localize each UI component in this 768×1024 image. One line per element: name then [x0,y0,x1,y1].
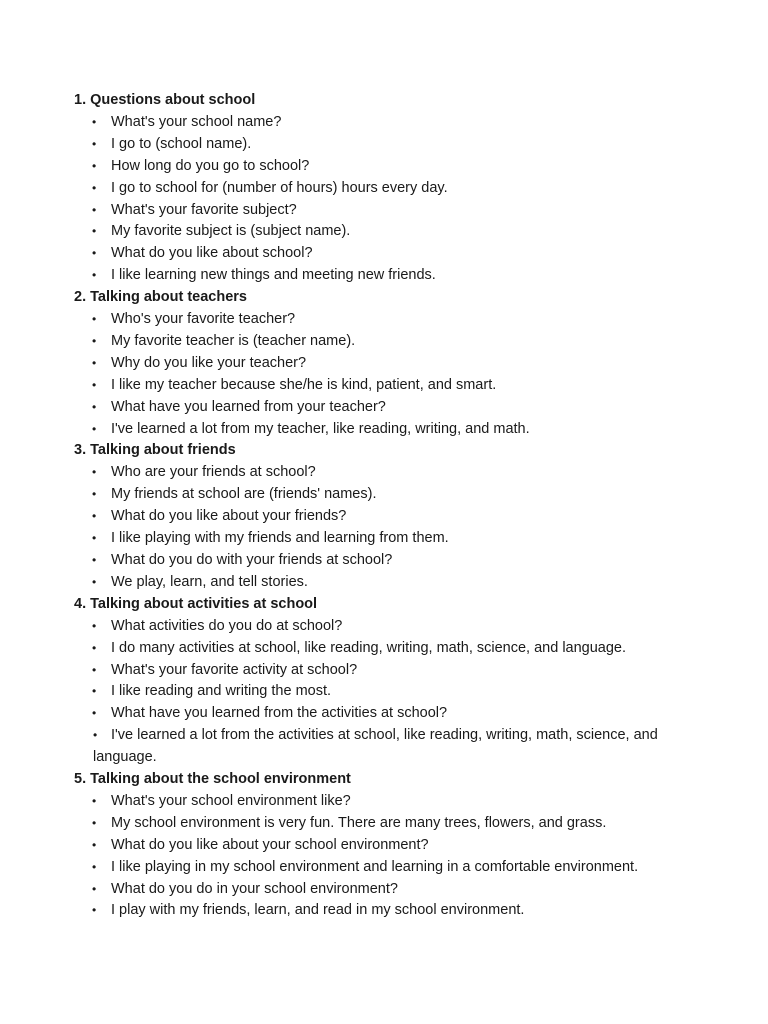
bullet-icon: • [92,246,97,261]
list-item-text: I go to (school name). [111,135,252,152]
bullet-icon: • [92,224,97,239]
list-item-text: What have you learned from the activities at school? [111,705,448,722]
list-item-text: What's your favorite activity at school? [111,661,358,678]
list-item [74,660,694,682]
list-item [74,813,694,835]
list-item [74,134,694,156]
bullet-icon: • [92,684,97,699]
list-item [74,835,694,857]
list-item [74,725,694,769]
bullet-icon: • [92,662,97,677]
list-item [74,419,694,441]
bullet-list [74,462,694,593]
bullet-list [74,791,694,922]
bullet-icon: • [92,531,97,546]
bullet-icon: • [92,136,97,151]
list-item-text: I like playing in my school environment and learning in a comfortable environment. [111,858,639,875]
bullet-icon: • [92,706,97,721]
section-3 [74,440,694,593]
list-item [74,353,694,375]
bullet-icon: • [92,509,97,524]
list-item-text: What activities do you do at school? [111,617,343,634]
bullet-icon: • [92,552,97,567]
list-item [74,462,694,484]
list-item [74,221,694,243]
list-item-text: I like my teacher because she/he is kind, patient, and smart. [111,376,497,393]
list-item-text: What's your school environment like? [111,792,351,809]
section-heading: 4. Talking about activities at school [74,595,318,612]
list-item-text: My friends at school are (friends' names). [111,486,377,503]
list-item-text: Who's your favorite teacher? [111,311,296,328]
list-item-text: I do many activities at school, like reading, writing, math, science, and language. [111,639,627,656]
section-heading: 3. Talking about friends [74,442,236,459]
list-item-text: I go to school for (number of hours) hours every day. [111,179,448,196]
bullet-list [74,112,694,287]
list-item-text: Who are your friends at school? [111,464,316,481]
bullet-icon: • [92,180,97,195]
list-item-text: What's your favorite subject? [111,201,297,218]
bullet-icon: • [92,355,97,370]
list-item [74,178,694,200]
list-item [74,506,694,528]
list-item-text: I've learned a lot from my teacher, like reading, writing, and math. [111,420,530,437]
list-item-text: My school environment is very fun. There are many trees, flowers, and grass. [111,814,607,831]
section-5 [74,769,694,922]
bullet-icon: • [92,333,97,348]
list-item [74,243,694,265]
list-item [74,484,694,506]
bullet-icon: • [92,815,97,830]
bullet-icon: • [92,881,97,896]
bullet-icon: • [92,114,97,129]
list-item [74,638,694,660]
bullet-icon: • [92,312,97,327]
list-item [74,791,694,813]
list-item-text: My favorite subject is (subject name). [111,223,351,240]
section-heading: 2. Talking about teachers [74,289,247,306]
list-item [74,616,694,638]
list-item-text: What do you like about school? [111,245,313,262]
document-body [74,90,694,922]
list-item-text: Why do you like your teacher? [111,354,307,371]
list-item-text: What do you like about your school environment? [111,836,429,853]
bullet-icon: • [92,837,97,852]
list-item [74,265,694,287]
list-item-text: What do you like about your friends? [111,508,347,525]
list-item [74,528,694,550]
bullet-list [74,309,694,440]
list-item-text: I like playing with my friends and learning from them. [111,530,449,547]
list-item [74,309,694,331]
list-item-text: I've learned a lot from the activities at school, like reading, writing, math, science, and language. [93,727,658,766]
list-item [74,331,694,353]
list-item [74,879,694,901]
list-item [74,200,694,222]
bullet-icon: • [92,158,97,173]
list-item-text: What do you do with your friends at school? [111,551,393,568]
section-4 [74,594,694,769]
bullet-icon: • [92,793,97,808]
list-item-text: My favorite teacher is (teacher name). [111,332,356,349]
list-item [74,156,694,178]
section-1 [74,90,694,287]
bullet-icon: • [92,268,97,283]
bullet-icon: • [92,574,97,589]
section-2 [74,287,694,440]
list-item-text: I play with my friends, learn, and read in my school environment. [111,902,525,919]
bullet-icon: • [92,903,97,918]
list-item [74,681,694,703]
section-heading: 5. Talking about the school environment [74,771,351,788]
bullet-icon: • [92,399,97,414]
list-item [74,397,694,419]
list-item-text: What do you do in your school environment? [111,880,398,897]
bullet-icon: • [92,859,97,874]
bullet-icon: • [92,618,97,633]
list-item-text: I like reading and writing the most. [111,683,332,700]
list-item [74,112,694,134]
bullet-icon: • [92,421,97,436]
bullet-icon: • [93,728,98,743]
list-item-text: What have you learned from your teacher? [111,398,386,415]
list-item [74,572,694,594]
bullet-icon: • [92,202,97,217]
list-item [74,375,694,397]
bullet-icon: • [92,487,97,502]
list-item-text: We play, learn, and tell stories. [111,573,308,590]
section-heading: 1. Questions about school [74,92,256,108]
list-item-text: How long do you go to school? [111,157,310,174]
bullet-icon: • [92,465,97,480]
list-item [74,900,694,922]
list-item [74,550,694,572]
list-item-text: I like learning new things and meeting new friends. [111,267,436,284]
bullet-list [74,616,694,769]
bullet-icon: • [92,377,97,392]
list-item-text: What's your school name? [111,113,282,130]
bullet-icon: • [92,640,97,655]
list-item [74,703,694,725]
list-item [74,857,694,879]
